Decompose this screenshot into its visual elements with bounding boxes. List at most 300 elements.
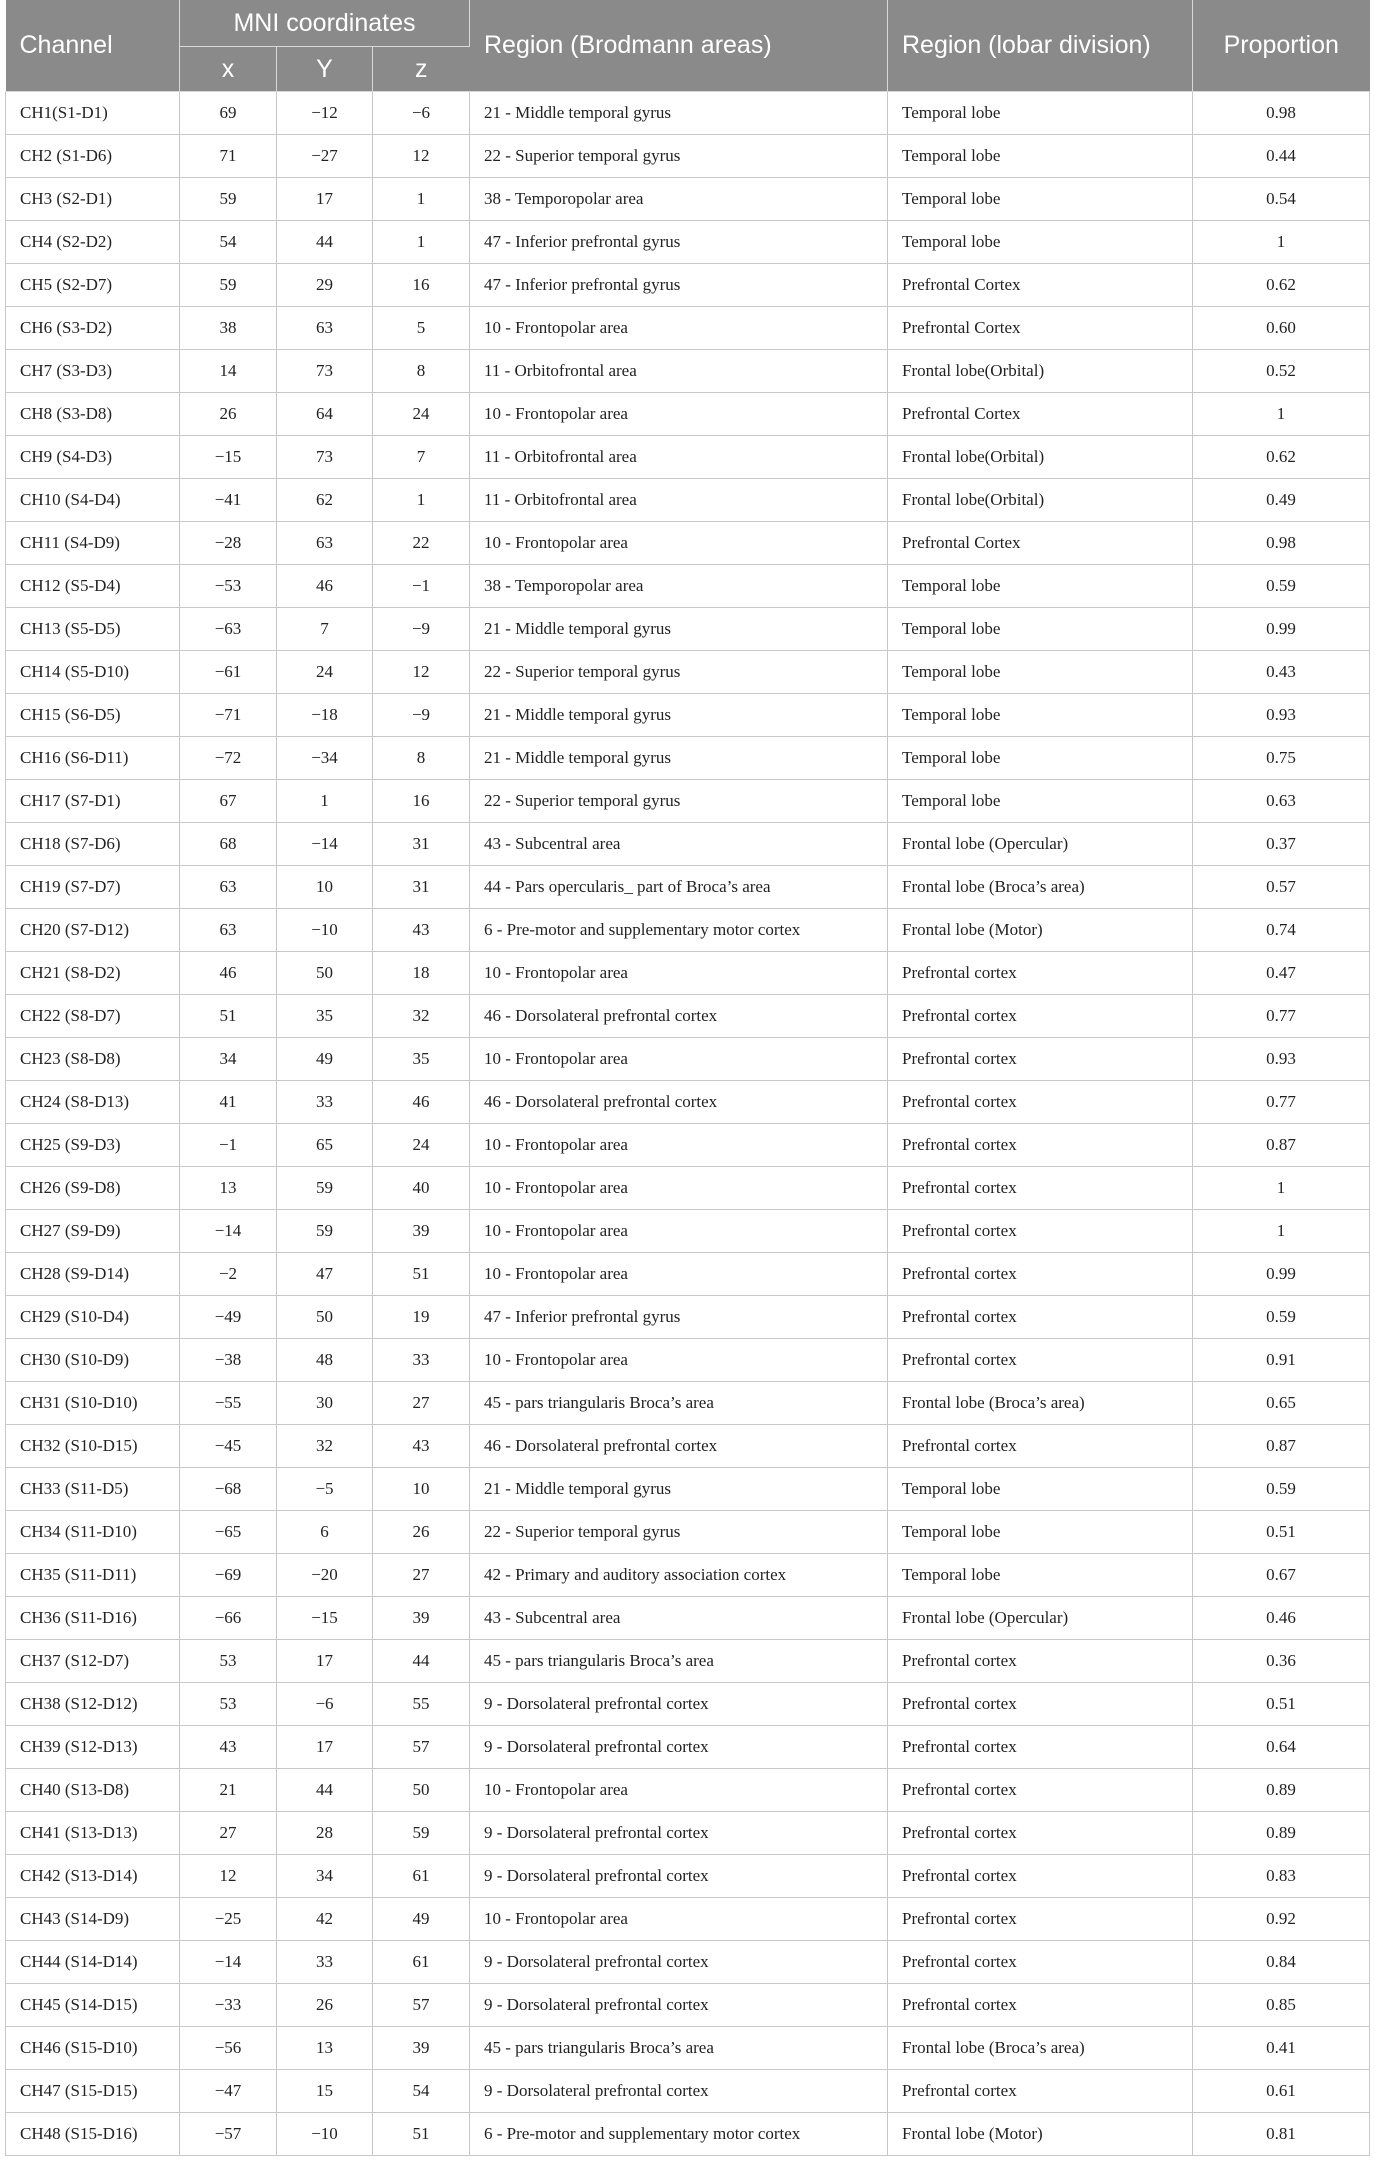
cell-region-lobar: Prefrontal cortex: [888, 995, 1193, 1038]
cell-mni-y: 50: [277, 952, 373, 995]
cell-channel: CH41 (S13-D13): [6, 1812, 180, 1855]
cell-proportion: 0.92: [1193, 1898, 1370, 1941]
cell-region-brodmann: 44 - Pars opercularis_ part of Broca’s area: [470, 866, 888, 909]
cell-mni-z: 57: [373, 1984, 470, 2027]
cell-channel: CH44 (S14-D14): [6, 1941, 180, 1984]
cell-mni-x: −66: [180, 1597, 277, 1640]
cell-proportion: 0.63: [1193, 780, 1370, 823]
cell-mni-x: 43: [180, 1726, 277, 1769]
cell-mni-x: 63: [180, 909, 277, 952]
cell-channel: CH31 (S10-D10): [6, 1382, 180, 1425]
cell-proportion: 0.62: [1193, 264, 1370, 307]
cell-mni-z: 55: [373, 1683, 470, 1726]
cell-region-brodmann: 9 - Dorsolateral prefrontal cortex: [470, 2070, 888, 2113]
cell-region-lobar: Prefrontal cortex: [888, 1296, 1193, 1339]
header-region-brodmann: Region (Brodmann areas): [470, 0, 888, 92]
cell-region-brodmann: 10 - Frontopolar area: [470, 307, 888, 350]
cell-mni-x: −71: [180, 694, 277, 737]
cell-region-brodmann: 9 - Dorsolateral prefrontal cortex: [470, 1855, 888, 1898]
cell-mni-z: 5: [373, 307, 470, 350]
cell-mni-z: 39: [373, 1210, 470, 1253]
cell-mni-y: 13: [277, 2027, 373, 2070]
cell-channel: CH23 (S8-D8): [6, 1038, 180, 1081]
cell-region-lobar: Prefrontal cortex: [888, 1726, 1193, 1769]
cell-mni-y: 65: [277, 1124, 373, 1167]
cell-mni-x: −1: [180, 1124, 277, 1167]
channel-table: [5, 0, 1370, 2156]
cell-mni-z: 16: [373, 780, 470, 823]
cell-proportion: 0.44: [1193, 135, 1370, 178]
cell-proportion: 1: [1193, 1210, 1370, 1253]
cell-region-lobar: Temporal lobe: [888, 178, 1193, 221]
table-row: [6, 2113, 1370, 2156]
table-row: [6, 1511, 1370, 1554]
cell-region-brodmann: 21 - Middle temporal gyrus: [470, 694, 888, 737]
cell-mni-z: 35: [373, 1038, 470, 1081]
cell-channel: CH15 (S6-D5): [6, 694, 180, 737]
cell-region-brodmann: 10 - Frontopolar area: [470, 1038, 888, 1081]
cell-mni-z: 46: [373, 1081, 470, 1124]
cell-channel: CH20 (S7-D12): [6, 909, 180, 952]
cell-mni-x: −38: [180, 1339, 277, 1382]
cell-mni-z: 27: [373, 1554, 470, 1597]
cell-channel: CH14 (S5-D10): [6, 651, 180, 694]
cell-mni-z: 31: [373, 866, 470, 909]
cell-mni-x: 51: [180, 995, 277, 1038]
cell-mni-y: −6: [277, 1683, 373, 1726]
cell-mni-y: 49: [277, 1038, 373, 1081]
cell-channel: CH13 (S5-D5): [6, 608, 180, 651]
cell-channel: CH21 (S8-D2): [6, 952, 180, 995]
cell-channel: CH3 (S2-D1): [6, 178, 180, 221]
cell-mni-x: −65: [180, 1511, 277, 1554]
cell-proportion: 0.99: [1193, 608, 1370, 651]
cell-region-brodmann: 21 - Middle temporal gyrus: [470, 92, 888, 135]
cell-mni-x: 69: [180, 92, 277, 135]
cell-region-lobar: Temporal lobe: [888, 651, 1193, 694]
header-region-lobar: Region (lobar division): [888, 0, 1193, 92]
cell-mni-y: −20: [277, 1554, 373, 1597]
cell-region-lobar: Frontal lobe (Broca’s area): [888, 866, 1193, 909]
cell-mni-y: −15: [277, 1597, 373, 1640]
cell-region-lobar: Frontal lobe (Motor): [888, 2113, 1193, 2156]
cell-mni-x: 59: [180, 178, 277, 221]
cell-proportion: 0.57: [1193, 866, 1370, 909]
cell-region-brodmann: 22 - Superior temporal gyrus: [470, 135, 888, 178]
cell-region-brodmann: 47 - Inferior prefrontal gyrus: [470, 1296, 888, 1339]
table-row: [6, 1382, 1370, 1425]
cell-channel: CH35 (S11-D11): [6, 1554, 180, 1597]
table-row: [6, 436, 1370, 479]
cell-mni-z: 51: [373, 1253, 470, 1296]
cell-mni-y: 15: [277, 2070, 373, 2113]
cell-region-lobar: Prefrontal Cortex: [888, 264, 1193, 307]
table-row: [6, 135, 1370, 178]
cell-proportion: 0.43: [1193, 651, 1370, 694]
cell-region-lobar: Prefrontal Cortex: [888, 307, 1193, 350]
cell-channel: CH37 (S12-D7): [6, 1640, 180, 1683]
cell-channel: CH22 (S8-D7): [6, 995, 180, 1038]
cell-region-brodmann: 21 - Middle temporal gyrus: [470, 608, 888, 651]
cell-mni-y: 44: [277, 1769, 373, 1812]
cell-mni-z: 12: [373, 135, 470, 178]
cell-mni-x: −55: [180, 1382, 277, 1425]
cell-mni-x: −61: [180, 651, 277, 694]
cell-mni-z: −9: [373, 608, 470, 651]
cell-mni-z: 16: [373, 264, 470, 307]
cell-mni-z: 27: [373, 1382, 470, 1425]
table-row: [6, 307, 1370, 350]
cell-mni-x: 59: [180, 264, 277, 307]
cell-region-brodmann: 10 - Frontopolar area: [470, 1339, 888, 1382]
cell-mni-x: 12: [180, 1855, 277, 1898]
cell-mni-y: 35: [277, 995, 373, 1038]
table-row: [6, 1253, 1370, 1296]
cell-proportion: 1: [1193, 393, 1370, 436]
cell-mni-y: 64: [277, 393, 373, 436]
table-row: [6, 1597, 1370, 1640]
cell-mni-x: −49: [180, 1296, 277, 1339]
cell-mni-z: 19: [373, 1296, 470, 1339]
cell-mni-y: −18: [277, 694, 373, 737]
cell-proportion: 0.75: [1193, 737, 1370, 780]
cell-mni-x: 13: [180, 1167, 277, 1210]
cell-proportion: 0.87: [1193, 1124, 1370, 1167]
cell-channel: CH46 (S15-D10): [6, 2027, 180, 2070]
cell-mni-z: 10: [373, 1468, 470, 1511]
cell-mni-z: 43: [373, 909, 470, 952]
cell-region-brodmann: 38 - Temporopolar area: [470, 565, 888, 608]
cell-channel: CH18 (S7-D6): [6, 823, 180, 866]
cell-region-lobar: Temporal lobe: [888, 1511, 1193, 1554]
cell-region-brodmann: 22 - Superior temporal gyrus: [470, 780, 888, 823]
cell-mni-y: 24: [277, 651, 373, 694]
cell-channel: CH40 (S13-D8): [6, 1769, 180, 1812]
table-row: [6, 1081, 1370, 1124]
cell-mni-z: 24: [373, 1124, 470, 1167]
cell-proportion: 0.93: [1193, 1038, 1370, 1081]
table-header: [6, 0, 1370, 92]
table-row: [6, 1210, 1370, 1253]
cell-region-brodmann: 46 - Dorsolateral prefrontal cortex: [470, 1081, 888, 1124]
table-row: [6, 608, 1370, 651]
cell-region-lobar: Prefrontal cortex: [888, 1038, 1193, 1081]
cell-region-lobar: Frontal lobe(Orbital): [888, 436, 1193, 479]
cell-channel: CH11 (S4-D9): [6, 522, 180, 565]
cell-mni-x: −25: [180, 1898, 277, 1941]
table-row: [6, 1683, 1370, 1726]
cell-channel: CH47 (S15-D15): [6, 2070, 180, 2113]
cell-region-brodmann: 42 - Primary and auditory association cortex: [470, 1554, 888, 1597]
cell-proportion: 1: [1193, 221, 1370, 264]
cell-mni-z: 39: [373, 1597, 470, 1640]
cell-mni-x: −47: [180, 2070, 277, 2113]
cell-region-brodmann: 38 - Temporopolar area: [470, 178, 888, 221]
cell-mni-x: 67: [180, 780, 277, 823]
cell-proportion: 0.49: [1193, 479, 1370, 522]
cell-mni-y: 62: [277, 479, 373, 522]
cell-region-brodmann: 10 - Frontopolar area: [470, 1769, 888, 1812]
cell-mni-y: 30: [277, 1382, 373, 1425]
cell-channel: CH16 (S6-D11): [6, 737, 180, 780]
cell-mni-z: 1: [373, 178, 470, 221]
cell-channel: CH26 (S9-D8): [6, 1167, 180, 1210]
cell-channel: CH36 (S11-D16): [6, 1597, 180, 1640]
table-row: [6, 479, 1370, 522]
cell-mni-x: 68: [180, 823, 277, 866]
cell-region-lobar: Prefrontal cortex: [888, 1941, 1193, 1984]
table-row: [6, 952, 1370, 995]
cell-region-lobar: Prefrontal cortex: [888, 1855, 1193, 1898]
header-y: Y: [277, 47, 373, 92]
cell-mni-y: −10: [277, 2113, 373, 2156]
cell-mni-y: 47: [277, 1253, 373, 1296]
table-row: [6, 1296, 1370, 1339]
cell-mni-y: 32: [277, 1425, 373, 1468]
cell-mni-y: −34: [277, 737, 373, 780]
cell-region-brodmann: 45 - pars triangularis Broca’s area: [470, 1640, 888, 1683]
cell-region-brodmann: 6 - Pre-motor and supplementary motor cortex: [470, 2113, 888, 2156]
table-row: [6, 1124, 1370, 1167]
cell-mni-x: −56: [180, 2027, 277, 2070]
cell-mni-z: 43: [373, 1425, 470, 1468]
cell-region-lobar: Prefrontal cortex: [888, 1683, 1193, 1726]
cell-mni-x: 27: [180, 1812, 277, 1855]
cell-region-lobar: Prefrontal cortex: [888, 1640, 1193, 1683]
table-row: [6, 1984, 1370, 2027]
header-channel: Channel: [6, 0, 180, 92]
cell-region-lobar: Temporal lobe: [888, 1554, 1193, 1597]
cell-channel: CH25 (S9-D3): [6, 1124, 180, 1167]
cell-proportion: 0.59: [1193, 1468, 1370, 1511]
cell-mni-x: −68: [180, 1468, 277, 1511]
cell-region-brodmann: 43 - Subcentral area: [470, 823, 888, 866]
table-row: [6, 1855, 1370, 1898]
cell-mni-x: −41: [180, 479, 277, 522]
cell-mni-x: 46: [180, 952, 277, 995]
cell-region-brodmann: 21 - Middle temporal gyrus: [470, 737, 888, 780]
cell-mni-y: −14: [277, 823, 373, 866]
cell-mni-z: −1: [373, 565, 470, 608]
cell-mni-z: 32: [373, 995, 470, 1038]
table-row: [6, 866, 1370, 909]
cell-proportion: 0.85: [1193, 1984, 1370, 2027]
cell-proportion: 0.84: [1193, 1941, 1370, 1984]
cell-mni-z: 61: [373, 1941, 470, 1984]
cell-mni-z: 54: [373, 2070, 470, 2113]
cell-region-lobar: Prefrontal cortex: [888, 1769, 1193, 1812]
cell-region-brodmann: 10 - Frontopolar area: [470, 1124, 888, 1167]
table-row: [6, 1038, 1370, 1081]
cell-mni-x: −33: [180, 1984, 277, 2027]
cell-mni-z: 50: [373, 1769, 470, 1812]
cell-region-lobar: Prefrontal cortex: [888, 1081, 1193, 1124]
cell-mni-y: −10: [277, 909, 373, 952]
table-row: [6, 1898, 1370, 1941]
cell-mni-y: 17: [277, 178, 373, 221]
cell-mni-z: 61: [373, 1855, 470, 1898]
cell-proportion: 0.89: [1193, 1812, 1370, 1855]
cell-region-lobar: Prefrontal cortex: [888, 952, 1193, 995]
table-row: [6, 221, 1370, 264]
cell-mni-z: 57: [373, 1726, 470, 1769]
table-row: [6, 2027, 1370, 2070]
cell-region-brodmann: 22 - Superior temporal gyrus: [470, 651, 888, 694]
table-row: [6, 1167, 1370, 1210]
cell-mni-z: 1: [373, 221, 470, 264]
cell-mni-z: 24: [373, 393, 470, 436]
cell-channel: CH38 (S12-D12): [6, 1683, 180, 1726]
cell-region-lobar: Prefrontal cortex: [888, 1210, 1193, 1253]
cell-mni-y: 28: [277, 1812, 373, 1855]
cell-region-lobar: Frontal lobe (Broca’s area): [888, 1382, 1193, 1425]
cell-mni-x: −57: [180, 2113, 277, 2156]
cell-region-brodmann: 43 - Subcentral area: [470, 1597, 888, 1640]
cell-region-brodmann: 10 - Frontopolar area: [470, 1167, 888, 1210]
table-row: [6, 651, 1370, 694]
cell-proportion: 0.74: [1193, 909, 1370, 952]
cell-mni-z: 8: [373, 350, 470, 393]
table-row: [6, 92, 1370, 135]
cell-mni-y: 33: [277, 1081, 373, 1124]
header-proportion: Proportion: [1193, 0, 1370, 92]
cell-channel: CH4 (S2-D2): [6, 221, 180, 264]
cell-mni-x: 38: [180, 307, 277, 350]
table-row: [6, 1726, 1370, 1769]
cell-mni-x: −28: [180, 522, 277, 565]
cell-mni-z: 31: [373, 823, 470, 866]
cell-mni-y: 73: [277, 436, 373, 479]
cell-region-brodmann: 47 - Inferior prefrontal gyrus: [470, 264, 888, 307]
cell-channel: CH34 (S11-D10): [6, 1511, 180, 1554]
cell-mni-z: −6: [373, 92, 470, 135]
cell-proportion: 0.51: [1193, 1511, 1370, 1554]
cell-region-lobar: Prefrontal cortex: [888, 1253, 1193, 1296]
cell-channel: CH48 (S15-D16): [6, 2113, 180, 2156]
cell-mni-y: 63: [277, 522, 373, 565]
cell-region-lobar: Prefrontal cortex: [888, 1984, 1193, 2027]
cell-region-lobar: Temporal lobe: [888, 737, 1193, 780]
cell-mni-y: 73: [277, 350, 373, 393]
cell-channel: CH19 (S7-D7): [6, 866, 180, 909]
cell-mni-z: 40: [373, 1167, 470, 1210]
table-row: [6, 1554, 1370, 1597]
cell-proportion: 0.54: [1193, 178, 1370, 221]
cell-channel: CH27 (S9-D9): [6, 1210, 180, 1253]
cell-mni-x: 71: [180, 135, 277, 178]
cell-proportion: 0.87: [1193, 1425, 1370, 1468]
header-x: x: [180, 47, 277, 92]
cell-mni-y: −27: [277, 135, 373, 178]
cell-mni-y: 7: [277, 608, 373, 651]
cell-region-lobar: Temporal lobe: [888, 135, 1193, 178]
cell-channel: CH45 (S14-D15): [6, 1984, 180, 2027]
cell-proportion: 0.60: [1193, 307, 1370, 350]
cell-mni-z: 7: [373, 436, 470, 479]
cell-proportion: 0.83: [1193, 1855, 1370, 1898]
table-row: [6, 737, 1370, 780]
cell-mni-y: 48: [277, 1339, 373, 1382]
cell-region-lobar: Temporal lobe: [888, 92, 1193, 135]
cell-proportion: 0.77: [1193, 1081, 1370, 1124]
cell-channel: CH29 (S10-D4): [6, 1296, 180, 1339]
cell-proportion: 0.99: [1193, 1253, 1370, 1296]
table-row: [6, 1640, 1370, 1683]
header-mni-coordinates: MNI coordinates: [180, 0, 470, 47]
cell-mni-y: 29: [277, 264, 373, 307]
cell-mni-x: −45: [180, 1425, 277, 1468]
cell-region-lobar: Temporal lobe: [888, 1468, 1193, 1511]
table-row: [6, 823, 1370, 866]
cell-proportion: 0.47: [1193, 952, 1370, 995]
cell-region-lobar: Prefrontal cortex: [888, 1812, 1193, 1855]
cell-mni-x: 41: [180, 1081, 277, 1124]
table-row: [6, 565, 1370, 608]
cell-region-lobar: Frontal lobe (Opercular): [888, 1597, 1193, 1640]
cell-mni-x: 14: [180, 350, 277, 393]
cell-region-brodmann: 46 - Dorsolateral prefrontal cortex: [470, 995, 888, 1038]
cell-mni-z: 44: [373, 1640, 470, 1683]
cell-mni-z: 26: [373, 1511, 470, 1554]
cell-mni-z: 59: [373, 1812, 470, 1855]
cell-mni-y: 44: [277, 221, 373, 264]
table-row: [6, 995, 1370, 1038]
header-z: z: [373, 47, 470, 92]
cell-mni-y: 34: [277, 1855, 373, 1898]
cell-mni-x: 34: [180, 1038, 277, 1081]
cell-region-lobar: Prefrontal Cortex: [888, 393, 1193, 436]
cell-mni-x: −72: [180, 737, 277, 780]
table-row: [6, 1941, 1370, 1984]
cell-region-brodmann: 11 - Orbitofrontal area: [470, 479, 888, 522]
cell-mni-y: −12: [277, 92, 373, 135]
cell-mni-y: 33: [277, 1941, 373, 1984]
cell-mni-y: 10: [277, 866, 373, 909]
cell-proportion: 0.37: [1193, 823, 1370, 866]
cell-region-lobar: Temporal lobe: [888, 694, 1193, 737]
cell-region-lobar: Prefrontal cortex: [888, 1425, 1193, 1468]
cell-region-lobar: Frontal lobe (Broca’s area): [888, 2027, 1193, 2070]
cell-channel: CH42 (S13-D14): [6, 1855, 180, 1898]
cell-proportion: 0.41: [1193, 2027, 1370, 2070]
cell-channel: CH28 (S9-D14): [6, 1253, 180, 1296]
cell-mni-x: 53: [180, 1683, 277, 1726]
table-row: [6, 2070, 1370, 2113]
cell-channel: CH32 (S10-D15): [6, 1425, 180, 1468]
cell-mni-y: 26: [277, 1984, 373, 2027]
cell-channel: CH12 (S5-D4): [6, 565, 180, 608]
cell-channel: CH39 (S12-D13): [6, 1726, 180, 1769]
cell-mni-y: 1: [277, 780, 373, 823]
cell-mni-z: 12: [373, 651, 470, 694]
cell-proportion: 0.98: [1193, 522, 1370, 565]
table-row: [6, 1769, 1370, 1812]
cell-mni-x: −69: [180, 1554, 277, 1597]
table-row: [6, 1468, 1370, 1511]
table-row: [6, 522, 1370, 565]
cell-region-lobar: Frontal lobe(Orbital): [888, 350, 1193, 393]
cell-mni-x: 26: [180, 393, 277, 436]
cell-mni-x: −2: [180, 1253, 277, 1296]
cell-region-brodmann: 11 - Orbitofrontal area: [470, 350, 888, 393]
cell-proportion: 0.59: [1193, 565, 1370, 608]
cell-mni-y: 6: [277, 1511, 373, 1554]
cell-channel: CH10 (S4-D4): [6, 479, 180, 522]
cell-mni-y: 17: [277, 1726, 373, 1769]
cell-region-brodmann: 45 - pars triangularis Broca’s area: [470, 1382, 888, 1425]
cell-mni-y: 17: [277, 1640, 373, 1683]
cell-channel: CH7 (S3-D3): [6, 350, 180, 393]
